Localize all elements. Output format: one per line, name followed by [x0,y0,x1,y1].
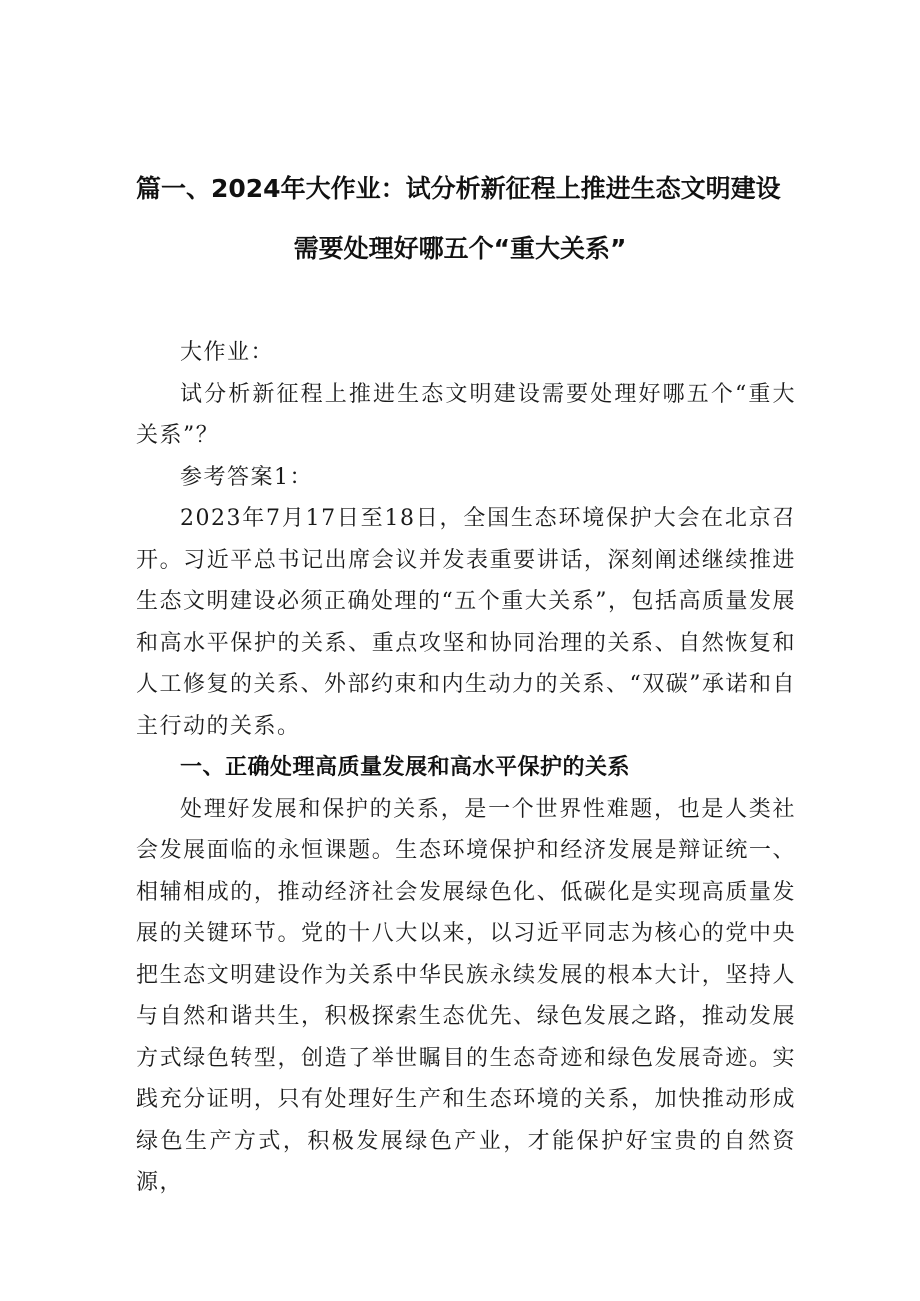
section-1-heading: 一、正确处理高质量发展和高水平保护的关系 [180,755,631,780]
assignment-question: 试分析新征程上推进生态文明建设需要处理好哪五个“重大关系”？ [136,381,796,448]
document-body [136,332,796,1204]
answer-label: 参考答案1： [180,464,313,490]
document-title-line-2: 需要处理好哪五个“重大关系” [293,234,627,263]
document-title-line-1: 篇一、2024年大作业：试分析新征程上推进生态文明建设 [136,174,781,203]
intro-paragraph: 2023年7月17日至18日，全国生态环境保护大会在北京召开。习近平总书记出席会议并发表重要讲话，深刻阐述继续推进生态文明建设必须正确处理的“五个重大关系”，包括高质量发展和高水平保护的关系、重点攻坚和协同治理的关系、自然恢复和人工修复的关系、外部约束和内生动力的关系、“双碳”承诺和自主行动的关系。 [136,506,796,739]
assignment-label: 大作业： [180,340,275,365]
section-1-paragraph: 处理好发展和保护的关系，是一个世界性难题，也是人类社会发展面临的永恒课题。生态环境保护和经济发展是辩证统一、相辅相成的，推动经济社会发展绿色化、低碳化是实现高质量发展的关键环节。党的十八大以来，以习近平同志为核心的党中央把生态文明建设作为关系中华民族永续发展的根本大计，坚持人与自然和谐共生，积极探索生态优先、绿色发展之路，推动发展方式绿色转型，创造了举世瞩目的生态奇迹和绿色发展奇迹。实践充分证明，只有处理好生产和生态环境的关系，加快推动形成绿色生产方式，积极发展绿色产业，才能保护好宝贵的自然资源， [136,796,796,1195]
